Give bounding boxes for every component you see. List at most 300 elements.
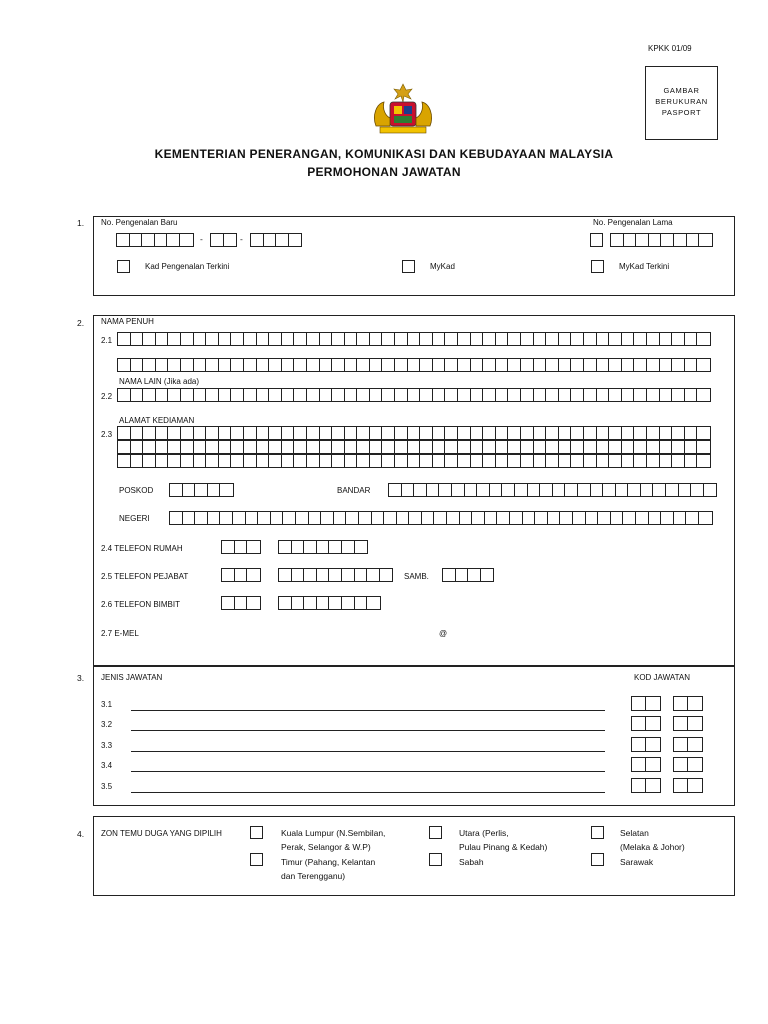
char-cell[interactable]	[636, 512, 649, 524]
char-cell[interactable]	[334, 512, 347, 524]
char-cell[interactable]	[471, 333, 484, 345]
char-cell[interactable]	[307, 441, 320, 453]
char-cell[interactable]	[559, 333, 572, 345]
char-cell[interactable]	[219, 359, 232, 371]
char-cell[interactable]	[458, 427, 471, 439]
char-cell[interactable]	[345, 389, 358, 401]
char-cell[interactable]	[672, 389, 685, 401]
job-code-boxes-a[interactable]	[631, 778, 661, 793]
char-cell[interactable]	[397, 512, 410, 524]
job-code-boxes-a[interactable]	[631, 696, 661, 711]
char-cell[interactable]	[320, 389, 333, 401]
new-ic-part3-boxes[interactable]	[250, 233, 302, 247]
char-cell[interactable]	[131, 427, 144, 439]
char-cell[interactable]	[395, 455, 408, 467]
char-cell[interactable]	[622, 427, 635, 439]
char-cell[interactable]	[591, 484, 604, 496]
job-title-line[interactable]	[131, 730, 605, 731]
char-cell[interactable]	[420, 455, 433, 467]
char-cell[interactable]	[420, 427, 433, 439]
char-cell[interactable]	[244, 441, 257, 453]
char-cell[interactable]	[244, 427, 257, 439]
char-cell[interactable]	[194, 427, 207, 439]
char-cell[interactable]	[634, 441, 647, 453]
char-cell[interactable]	[181, 359, 194, 371]
char-cell[interactable]	[156, 359, 169, 371]
char-cell[interactable]	[382, 441, 395, 453]
char-cell[interactable]	[660, 427, 673, 439]
char-cell[interactable]	[257, 359, 270, 371]
char-cell[interactable]	[345, 359, 358, 371]
char-cell[interactable]	[685, 359, 698, 371]
char-cell[interactable]	[674, 512, 687, 524]
char-cell[interactable]	[540, 484, 553, 496]
char-cell[interactable]	[660, 455, 673, 467]
char-cell[interactable]	[521, 333, 534, 345]
char-cell[interactable]	[420, 333, 433, 345]
char-cell[interactable]	[282, 333, 295, 345]
char-cell[interactable]	[672, 441, 685, 453]
char-cell[interactable]	[584, 455, 597, 467]
char-cell[interactable]	[477, 484, 490, 496]
char-cell[interactable]	[628, 484, 641, 496]
char-cell[interactable]	[433, 359, 446, 371]
char-cell[interactable]	[472, 512, 485, 524]
char-cell[interactable]	[433, 441, 446, 453]
char-cell[interactable]	[143, 427, 156, 439]
char-cell[interactable]	[219, 333, 232, 345]
char-cell[interactable]	[647, 441, 660, 453]
char-cell[interactable]	[257, 389, 270, 401]
char-cell[interactable]	[220, 512, 233, 524]
char-cell[interactable]	[258, 512, 271, 524]
char-cell[interactable]	[548, 512, 561, 524]
char-cell[interactable]	[534, 427, 547, 439]
telefon-rumah-number-boxes[interactable]	[278, 540, 368, 554]
char-cell[interactable]	[269, 359, 282, 371]
char-cell[interactable]	[573, 512, 586, 524]
telefon-pejabat-code-boxes[interactable]	[221, 568, 261, 582]
char-cell[interactable]	[170, 512, 183, 524]
char-cell[interactable]	[697, 441, 710, 453]
job-code-boxes-b[interactable]	[673, 696, 703, 711]
char-cell[interactable]	[704, 484, 717, 496]
char-cell[interactable]	[597, 389, 610, 401]
char-cell[interactable]	[321, 512, 334, 524]
char-cell[interactable]	[433, 455, 446, 467]
char-cell[interactable]	[194, 441, 207, 453]
char-cell[interactable]	[559, 455, 572, 467]
char-cell[interactable]	[510, 512, 523, 524]
char-cell[interactable]	[357, 441, 370, 453]
char-cell[interactable]	[382, 455, 395, 467]
char-cell[interactable]	[497, 512, 510, 524]
char-cell[interactable]	[603, 484, 616, 496]
char-cell[interactable]	[521, 359, 534, 371]
char-cell[interactable]	[168, 359, 181, 371]
char-cell[interactable]	[194, 333, 207, 345]
char-cell[interactable]	[427, 484, 440, 496]
new-ic-part2-boxes[interactable]	[210, 233, 237, 247]
char-cell[interactable]	[571, 427, 584, 439]
char-cell[interactable]	[546, 455, 559, 467]
char-cell[interactable]	[584, 333, 597, 345]
char-cell[interactable]	[634, 455, 647, 467]
char-cell[interactable]	[458, 359, 471, 371]
char-cell[interactable]	[584, 441, 597, 453]
char-cell[interactable]	[219, 389, 232, 401]
char-cell[interactable]	[382, 389, 395, 401]
char-cell[interactable]	[346, 512, 359, 524]
char-cell[interactable]	[168, 427, 181, 439]
char-cell[interactable]	[445, 389, 458, 401]
char-cell[interactable]	[143, 333, 156, 345]
char-cell[interactable]	[257, 455, 270, 467]
char-cell[interactable]	[181, 427, 194, 439]
char-cell[interactable]	[546, 333, 559, 345]
char-cell[interactable]	[194, 455, 207, 467]
char-cell[interactable]	[483, 441, 496, 453]
char-cell[interactable]	[231, 441, 244, 453]
char-cell[interactable]	[359, 512, 372, 524]
char-cell[interactable]	[131, 359, 144, 371]
old-ic-prefix-box[interactable]	[590, 233, 603, 247]
char-cell[interactable]	[697, 333, 710, 345]
char-cell[interactable]	[156, 427, 169, 439]
char-cell[interactable]	[307, 333, 320, 345]
char-cell[interactable]	[578, 484, 591, 496]
char-cell[interactable]	[118, 427, 131, 439]
char-cell[interactable]	[508, 333, 521, 345]
full-name-line-1-boxes[interactable]	[117, 332, 711, 346]
char-cell[interactable]	[496, 389, 509, 401]
char-cell[interactable]	[434, 512, 447, 524]
char-cell[interactable]	[471, 455, 484, 467]
char-cell[interactable]	[244, 455, 257, 467]
char-cell[interactable]	[370, 333, 383, 345]
char-cell[interactable]	[194, 359, 207, 371]
zone-selatan-checkbox[interactable]	[591, 826, 604, 839]
char-cell[interactable]	[616, 484, 629, 496]
char-cell[interactable]	[697, 359, 710, 371]
char-cell[interactable]	[521, 389, 534, 401]
char-cell[interactable]	[447, 512, 460, 524]
char-cell[interactable]	[666, 484, 679, 496]
char-cell[interactable]	[685, 427, 698, 439]
char-cell[interactable]	[320, 455, 333, 467]
char-cell[interactable]	[458, 389, 471, 401]
char-cell[interactable]	[433, 427, 446, 439]
char-cell[interactable]	[156, 455, 169, 467]
char-cell[interactable]	[118, 455, 131, 467]
char-cell[interactable]	[597, 333, 610, 345]
job-title-line[interactable]	[131, 710, 605, 711]
char-cell[interactable]	[660, 333, 673, 345]
char-cell[interactable]	[597, 359, 610, 371]
char-cell[interactable]	[408, 333, 421, 345]
char-cell[interactable]	[485, 512, 498, 524]
char-cell[interactable]	[271, 512, 284, 524]
negeri-boxes[interactable]	[169, 511, 713, 525]
char-cell[interactable]	[508, 359, 521, 371]
char-cell[interactable]	[294, 359, 307, 371]
samb-boxes[interactable]	[442, 568, 494, 582]
char-cell[interactable]	[269, 389, 282, 401]
char-cell[interactable]	[231, 359, 244, 371]
char-cell[interactable]	[420, 359, 433, 371]
char-cell[interactable]	[534, 389, 547, 401]
job-title-line[interactable]	[131, 792, 605, 793]
char-cell[interactable]	[156, 441, 169, 453]
char-cell[interactable]	[195, 512, 208, 524]
address-line-1-boxes[interactable]	[117, 426, 711, 440]
char-cell[interactable]	[471, 441, 484, 453]
char-cell[interactable]	[168, 333, 181, 345]
char-cell[interactable]	[389, 484, 402, 496]
telefon-pejabat-number-boxes[interactable]	[278, 568, 393, 582]
char-cell[interactable]	[622, 359, 635, 371]
char-cell[interactable]	[408, 427, 421, 439]
char-cell[interactable]	[609, 389, 622, 401]
job-title-line[interactable]	[131, 751, 605, 752]
char-cell[interactable]	[320, 441, 333, 453]
char-cell[interactable]	[118, 389, 131, 401]
char-cell[interactable]	[131, 441, 144, 453]
char-cell[interactable]	[294, 455, 307, 467]
char-cell[interactable]	[181, 333, 194, 345]
char-cell[interactable]	[307, 359, 320, 371]
char-cell[interactable]	[246, 512, 259, 524]
char-cell[interactable]	[559, 427, 572, 439]
char-cell[interactable]	[523, 512, 536, 524]
char-cell[interactable]	[471, 389, 484, 401]
mykad-terkini-checkbox[interactable]	[591, 260, 604, 273]
char-cell[interactable]	[294, 427, 307, 439]
char-cell[interactable]	[206, 455, 219, 467]
char-cell[interactable]	[269, 333, 282, 345]
char-cell[interactable]	[370, 455, 383, 467]
char-cell[interactable]	[534, 455, 547, 467]
char-cell[interactable]	[370, 427, 383, 439]
char-cell[interactable]	[357, 359, 370, 371]
char-cell[interactable]	[458, 455, 471, 467]
char-cell[interactable]	[465, 484, 478, 496]
char-cell[interactable]	[370, 441, 383, 453]
char-cell[interactable]	[685, 333, 698, 345]
full-name-line-2-boxes[interactable]	[117, 358, 711, 372]
char-cell[interactable]	[168, 455, 181, 467]
char-cell[interactable]	[496, 427, 509, 439]
char-cell[interactable]	[553, 484, 566, 496]
char-cell[interactable]	[231, 389, 244, 401]
char-cell[interactable]	[515, 484, 528, 496]
char-cell[interactable]	[307, 455, 320, 467]
telefon-bimbit-code-boxes[interactable]	[221, 596, 261, 610]
char-cell[interactable]	[483, 455, 496, 467]
job-code-boxes-b[interactable]	[673, 757, 703, 772]
char-cell[interactable]	[528, 484, 541, 496]
char-cell[interactable]	[609, 427, 622, 439]
char-cell[interactable]	[534, 441, 547, 453]
char-cell[interactable]	[445, 333, 458, 345]
address-line-2-boxes[interactable]	[117, 440, 711, 454]
char-cell[interactable]	[661, 512, 674, 524]
char-cell[interactable]	[672, 359, 685, 371]
char-cell[interactable]	[320, 359, 333, 371]
char-cell[interactable]	[231, 455, 244, 467]
char-cell[interactable]	[508, 427, 521, 439]
job-code-boxes-b[interactable]	[673, 737, 703, 752]
char-cell[interactable]	[458, 441, 471, 453]
char-cell[interactable]	[345, 455, 358, 467]
char-cell[interactable]	[382, 359, 395, 371]
char-cell[interactable]	[357, 455, 370, 467]
char-cell[interactable]	[357, 427, 370, 439]
char-cell[interactable]	[244, 333, 257, 345]
char-cell[interactable]	[206, 359, 219, 371]
char-cell[interactable]	[697, 389, 710, 401]
char-cell[interactable]	[357, 389, 370, 401]
char-cell[interactable]	[546, 389, 559, 401]
char-cell[interactable]	[686, 512, 699, 524]
char-cell[interactable]	[622, 333, 635, 345]
char-cell[interactable]	[490, 484, 503, 496]
char-cell[interactable]	[535, 512, 548, 524]
char-cell[interactable]	[257, 427, 270, 439]
char-cell[interactable]	[294, 389, 307, 401]
char-cell[interactable]	[282, 359, 295, 371]
char-cell[interactable]	[660, 359, 673, 371]
char-cell[interactable]	[181, 389, 194, 401]
char-cell[interactable]	[609, 333, 622, 345]
char-cell[interactable]	[483, 359, 496, 371]
char-cell[interactable]	[452, 484, 465, 496]
char-cell[interactable]	[420, 441, 433, 453]
char-cell[interactable]	[634, 427, 647, 439]
char-cell[interactable]	[307, 427, 320, 439]
char-cell[interactable]	[372, 512, 385, 524]
char-cell[interactable]	[156, 389, 169, 401]
char-cell[interactable]	[622, 455, 635, 467]
char-cell[interactable]	[571, 359, 584, 371]
char-cell[interactable]	[131, 389, 144, 401]
job-code-boxes-b[interactable]	[673, 716, 703, 731]
char-cell[interactable]	[685, 389, 698, 401]
char-cell[interactable]	[244, 389, 257, 401]
telefon-bimbit-number-boxes[interactable]	[278, 596, 381, 610]
char-cell[interactable]	[382, 333, 395, 345]
char-cell[interactable]	[672, 455, 685, 467]
job-code-boxes-a[interactable]	[631, 737, 661, 752]
char-cell[interactable]	[634, 333, 647, 345]
char-cell[interactable]	[634, 359, 647, 371]
char-cell[interactable]	[131, 455, 144, 467]
char-cell[interactable]	[206, 441, 219, 453]
char-cell[interactable]	[231, 427, 244, 439]
char-cell[interactable]	[408, 389, 421, 401]
char-cell[interactable]	[118, 359, 131, 371]
char-cell[interactable]	[496, 333, 509, 345]
char-cell[interactable]	[118, 333, 131, 345]
char-cell[interactable]	[143, 359, 156, 371]
char-cell[interactable]	[439, 484, 452, 496]
char-cell[interactable]	[622, 389, 635, 401]
char-cell[interactable]	[647, 359, 660, 371]
char-cell[interactable]	[332, 455, 345, 467]
char-cell[interactable]	[219, 455, 232, 467]
char-cell[interactable]	[460, 512, 473, 524]
char-cell[interactable]	[458, 333, 471, 345]
char-cell[interactable]	[282, 441, 295, 453]
char-cell[interactable]	[181, 441, 194, 453]
char-cell[interactable]	[496, 441, 509, 453]
char-cell[interactable]	[534, 359, 547, 371]
zone-timur-checkbox[interactable]	[250, 853, 263, 866]
char-cell[interactable]	[294, 441, 307, 453]
char-cell[interactable]	[445, 427, 458, 439]
char-cell[interactable]	[307, 389, 320, 401]
char-cell[interactable]	[623, 512, 636, 524]
char-cell[interactable]	[697, 455, 710, 467]
char-cell[interactable]	[647, 455, 660, 467]
char-cell[interactable]	[408, 441, 421, 453]
char-cell[interactable]	[483, 427, 496, 439]
char-cell[interactable]	[206, 427, 219, 439]
char-cell[interactable]	[269, 441, 282, 453]
job-code-boxes-a[interactable]	[631, 716, 661, 731]
char-cell[interactable]	[244, 359, 257, 371]
char-cell[interactable]	[571, 333, 584, 345]
char-cell[interactable]	[395, 389, 408, 401]
char-cell[interactable]	[672, 333, 685, 345]
old-ic-boxes[interactable]	[610, 233, 713, 247]
new-ic-part1-boxes[interactable]	[116, 233, 194, 247]
char-cell[interactable]	[269, 427, 282, 439]
char-cell[interactable]	[208, 512, 221, 524]
char-cell[interactable]	[445, 359, 458, 371]
char-cell[interactable]	[598, 512, 611, 524]
bandar-boxes[interactable]	[388, 483, 717, 497]
char-cell[interactable]	[685, 455, 698, 467]
char-cell[interactable]	[345, 333, 358, 345]
char-cell[interactable]	[206, 389, 219, 401]
char-cell[interactable]	[586, 512, 599, 524]
char-cell[interactable]	[332, 333, 345, 345]
char-cell[interactable]	[502, 484, 515, 496]
char-cell[interactable]	[597, 455, 610, 467]
char-cell[interactable]	[565, 484, 578, 496]
char-cell[interactable]	[384, 512, 397, 524]
char-cell[interactable]	[395, 427, 408, 439]
char-cell[interactable]	[691, 484, 704, 496]
char-cell[interactable]	[584, 359, 597, 371]
char-cell[interactable]	[257, 441, 270, 453]
char-cell[interactable]	[118, 441, 131, 453]
char-cell[interactable]	[483, 389, 496, 401]
char-cell[interactable]	[559, 359, 572, 371]
char-cell[interactable]	[571, 441, 584, 453]
zone-kuala-lumpur-checkbox[interactable]	[250, 826, 263, 839]
job-code-boxes-b[interactable]	[673, 778, 703, 793]
char-cell[interactable]	[471, 359, 484, 371]
char-cell[interactable]	[131, 333, 144, 345]
char-cell[interactable]	[496, 359, 509, 371]
char-cell[interactable]	[647, 389, 660, 401]
char-cell[interactable]	[546, 359, 559, 371]
char-cell[interactable]	[320, 333, 333, 345]
char-cell[interactable]	[483, 333, 496, 345]
char-cell[interactable]	[283, 512, 296, 524]
